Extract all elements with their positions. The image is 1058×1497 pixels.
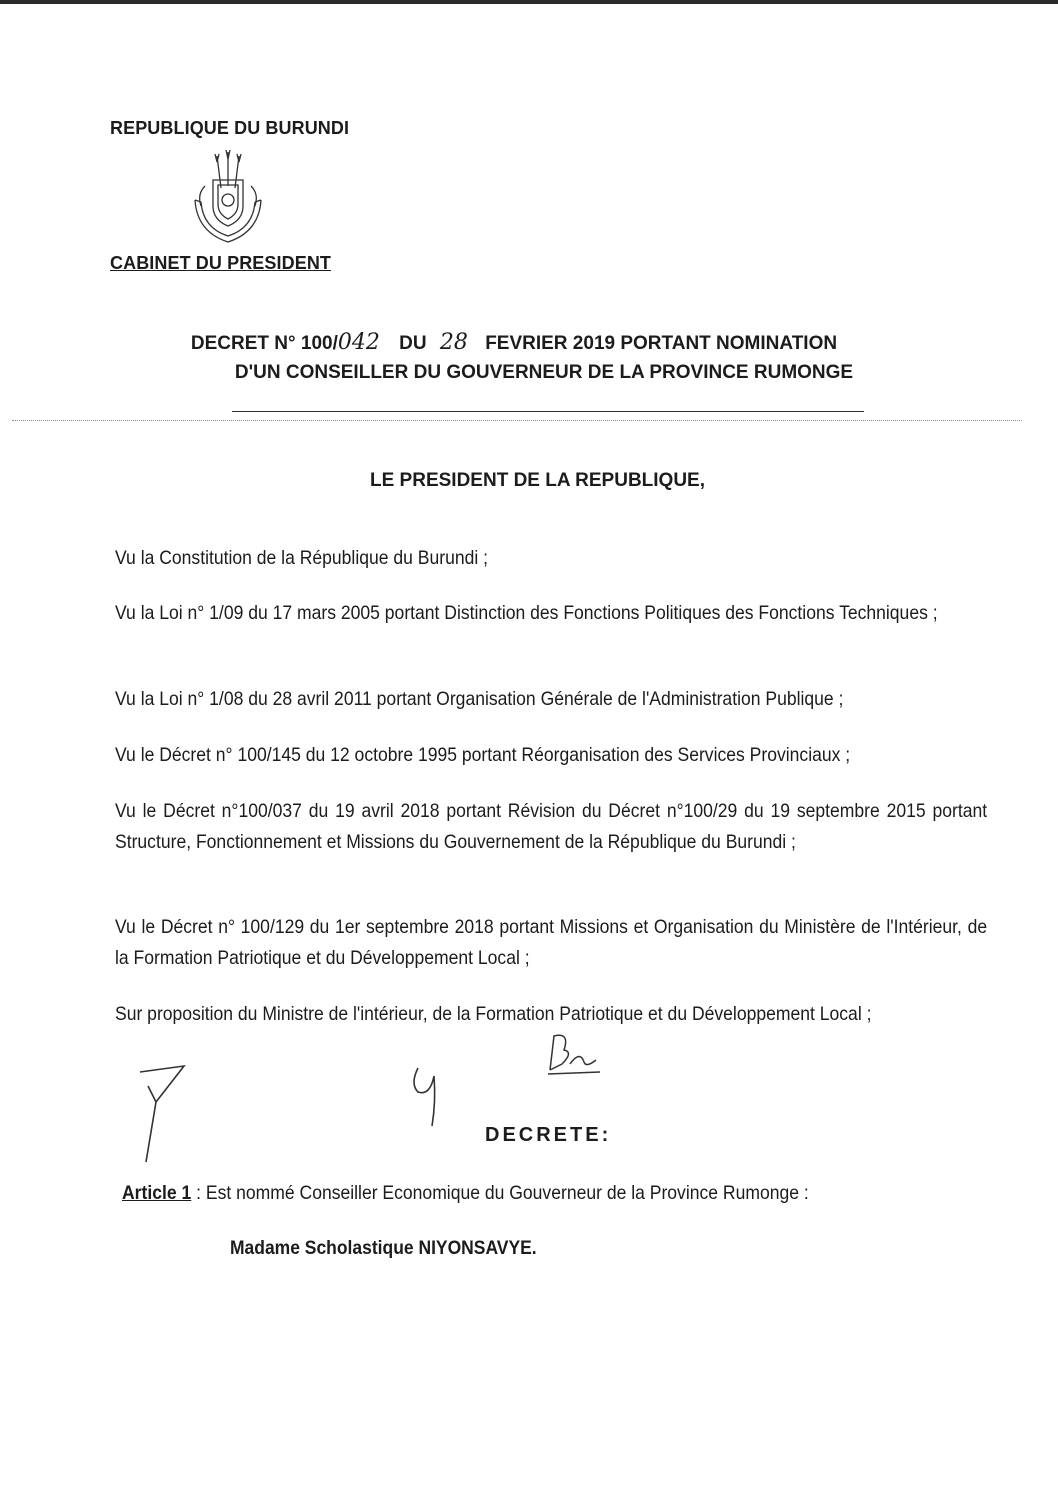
consideration-2: Vu la Loi n° 1/09 du 17 mars 2005 portant Distinction des Fonctions Politiques des Fonctions Techniques ; [115,602,938,624]
article-1 [122,1182,809,1205]
decree-title-line-1 [0,330,1058,355]
initials-mark-3 [540,1030,610,1080]
decree-title-rest: FEVRIER 2019 PORTANT NOMINATION [485,333,838,354]
article-1-text: : Est nommé Conseiller Economique du Gouverneur de la Province Rumonge : [196,1182,809,1204]
consideration-6: Vu le Décret n° 100/129 du 1er septembre 2018 portant Missions et Organisation du Ministère de l'Intérieur, de la Formation Patriotique et du Développement Local ; [115,916,988,969]
decree-number-handwritten: 042 [337,330,380,355]
decree-day-handwritten: 28 [439,330,468,355]
title-underline [232,411,864,412]
decree-title-line-2: D'UN CONSEILLER DU GOUVERNEUR DE LA PROVINCE RUMONGE [234,362,854,383]
consideration-4: Vu le Décret n° 100/145 du 12 octobre 1995 portant Réorganisation des Services Provinciaux ; [115,744,851,766]
burundi-coat-of-arms-icon [183,150,273,250]
cabinet-header: CABINET DU PRESIDENT [110,253,332,273]
consideration-1: Vu la Constitution de la République du Burundi ; [115,547,489,569]
country-header: REPUBLIQUE DU BURUNDI [110,118,350,138]
initials-mark-2 [408,1062,448,1132]
initials-mark-1 [134,1062,194,1172]
consideration-5: Vu le Décret n°100/037 du 19 avril 2018 portant Révision du Décret n°100/29 du 19 septembre 2015 portant Structure, Fonctionnement et Missions du Gouvernement de la République du Burundi ; [115,800,988,853]
decree-prefix: DECRET N° 100/ [190,333,338,354]
dotted-separator [12,420,1022,421]
decree-du: DU [399,333,427,354]
consideration-3: Vu la Loi n° 1/08 du 28 avril 2011 portant Organisation Générale de l'Administration Publique ; [115,688,844,710]
consideration-7: Sur proposition du Ministre de l'intérieur, de la Formation Patriotique et du Développement Local ; [115,1003,872,1025]
decrete-heading: DECRETE: [485,1124,612,1146]
article-1-label: Article 1 [122,1182,192,1204]
page-top-edge [0,0,1058,4]
nominee-name: Madame Scholastique NIYONSAVYE. [230,1238,537,1259]
president-heading: LE PRESIDENT DE LA REPUBLIQUE, [370,470,705,491]
